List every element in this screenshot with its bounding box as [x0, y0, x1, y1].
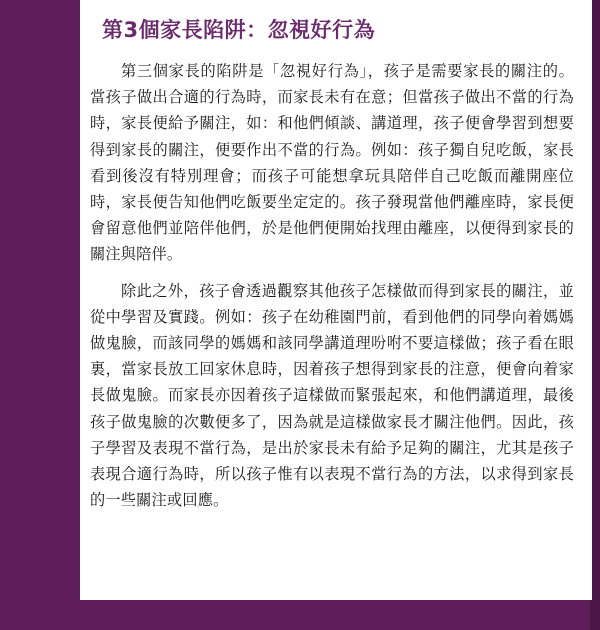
- article-page: [80, 0, 592, 600]
- article-paragraph-2: 除此之外，孩子會透過觀察其他孩子怎樣做而得到家長的關注，並從中學習及實踐。例如：孩子在幼稚園門前，看到他們的同學向着媽媽做鬼臉，而該同學的媽媽和該同學講道理吩咐不要這樣做；孩子看在眼裏，當家長放工回家休息時，因着孩子想得到家長的注意，便會向着家長做鬼臉。而家長亦因着孩子這樣做而緊張起來，和他們講道理，最後孩子做鬼臉的次數便多了，因為就是這樣做家長才關注他們。因此，孩子學習及表現不當行為，是出於家長未有給予足夠的關注，尤其是孩子表現合適行為時，所以孩子惟有以表現不當行為的方法，以求得到家長的一些關注或回應。: [90, 281, 574, 510]
- article-title: 第3個家長陷阱：忽視好行為: [102, 18, 376, 42]
- article-body: [90, 58, 574, 513]
- article-paragraph-1: 第三個家長的陷阱是「忽視好行為」，孩子是需要家長的關注的。當孩子做出合適的行為時，而家長未有在意；但當孩子做出不當的行為時，家長便給予關注，如：和他們傾談、講道理，孩子便會學習到想要得到家長的關注，便要作出不當的行為。例如：孩子獨自兒吃飯，家長看到後沒有特別理會；而孩子可能想拿玩具陪伴自己吃飯而離開座位時，家長便告知他們吃飯要坐定定的。孩子發現當他們離座時，家長便會留意他們並陪伴他們，於是他們便開始找理由離座，以便得到家長的關注與陪伴。: [90, 62, 574, 264]
